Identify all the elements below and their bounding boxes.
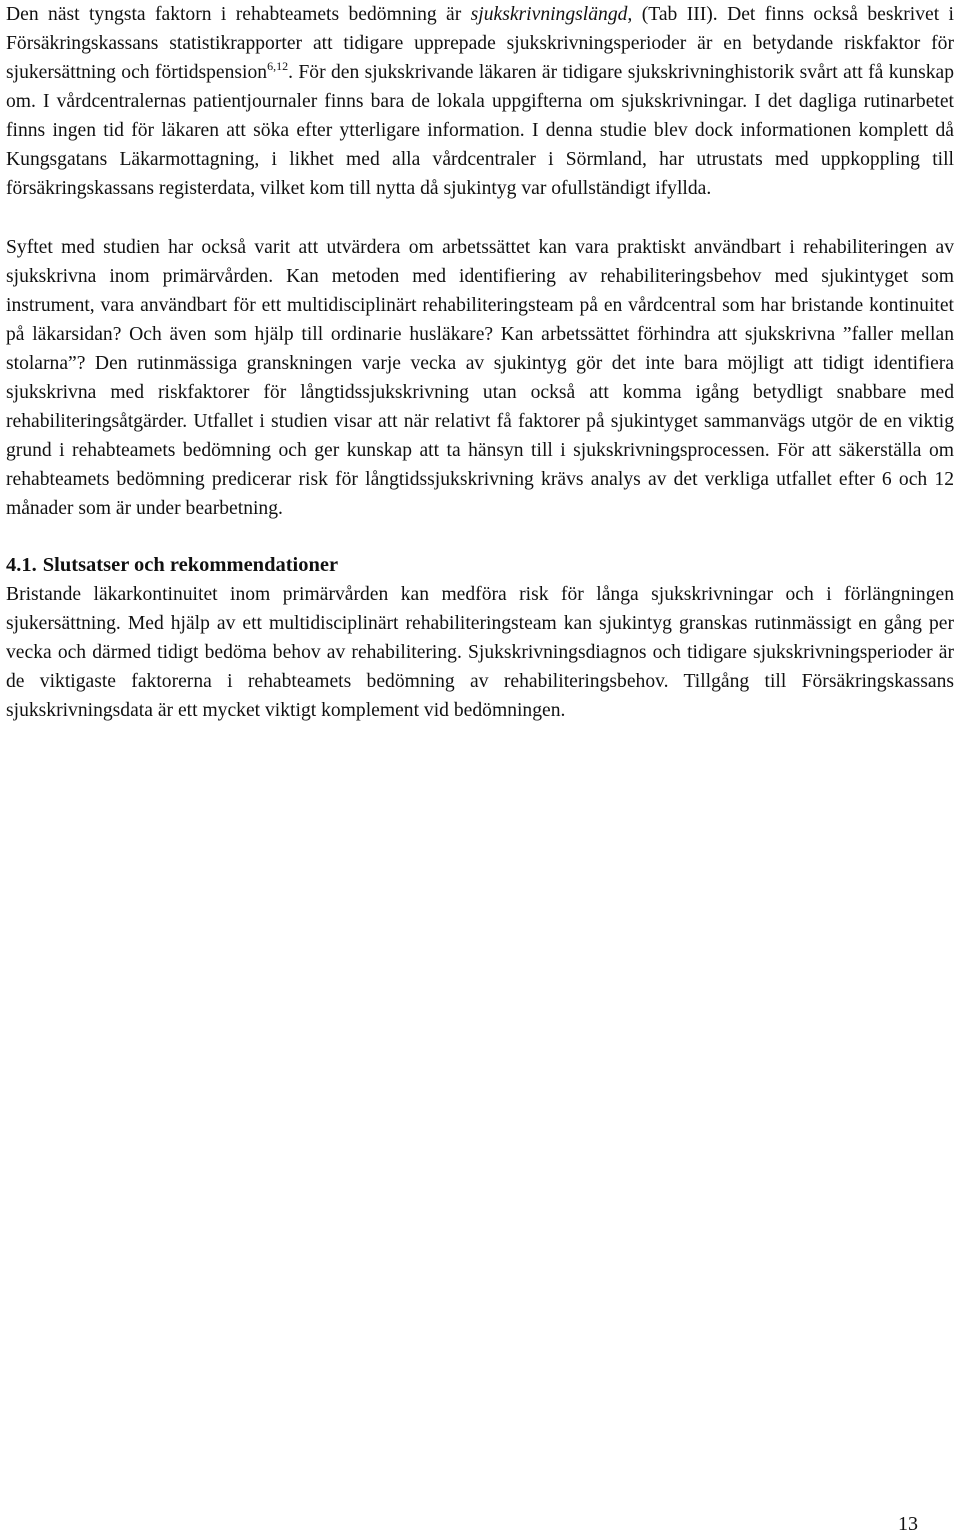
paragraph-1-text-b: (Tab III). Det finns också beskrivet i Försäkringskassans statistikrapporter att tidigare upprepade sjukskrivningsperioder är en betydande riskfaktor för sjukersättning och förtidspension xyxy=(6,4,954,83)
paragraph-3: Bristande läkarkontinuitet inom primärvården kan medföra risk för långa sjukskrivningar och i förlängningen sjukersättning. Med hjälp av ett multidisciplinärt rehabiliteringsteam kan sjukintyg granskas rutinmässigt en gång per vecka och därmed tidigt bedöma behov av rehabilitering. Sjukskrivningsdiagnos och tidigare sjukskrivningsperioder är de viktigaste faktorerna i rehabteamets bedömning av rehabiliteringsbehov. Tillgång till Försäkringskassans sjukskrivningsdata är ett mycket viktigt komplement vid bedömningen. xyxy=(6,584,954,721)
paragraph-1 xyxy=(6,0,954,203)
paragraph-1-text-c: . För den sjukskrivande läkaren är tidigare sjukskrivninghistorik svårt att få kunskap om. I vårdcentralernas patientjournaler finns bara de lokala uppgifterna om sjukskrivningar. I det dagliga rutinarbetet finns ingen tid för läkaren att söka efter ytterligare information. I denna studie blev dock informationen komplett då Kungsgatans Läkarmottagning, i likhet med alla vårdcentraler i Sörmland, har utrustats med uppkoppling till försäkringskassans registerdata, vilket kom till nytta då sjukintyg var ofullständigt ifyllda. xyxy=(6,62,954,199)
paragraph-1-text-a: Den näst tyngsta faktorn i rehabteamets bedömning är xyxy=(6,4,471,25)
section-number: 4.1. xyxy=(6,554,37,576)
document-page xyxy=(6,0,954,725)
page-number: 13 xyxy=(898,1513,918,1535)
section-title: Slutsatser och rekommendationer xyxy=(42,554,339,576)
reference-superscript: 6,12 xyxy=(267,59,289,73)
section-heading xyxy=(6,551,954,580)
paragraph-1-italic-term: sjukskrivningslängd, xyxy=(470,4,633,25)
paragraph-2: Syftet med studien har också varit att utvärdera om arbetssättet kan vara praktiskt användbart i rehabiliteringen av sjukskrivna inom primärvården. Kan metoden med identifiering av rehabiliteringsbehov med sjukintyget som instrument, vara användbart för ett multidisciplinärt rehabiliteringsteam på en vårdcentral som har bristande kontinuitet på läkarsidan? Och även som hjälp till ordinarie husläkare? Kan arbetssättet förhindra att sjukskrivna ”faller mellan stolarna”? Den rutinmässiga granskningen varje vecka av sjukintyg gör det inte bara möjligt att tidigt identifiera sjukskrivna med riskfaktorer för långtidssjukskrivning utan också att komma igång betydligt snabbare med rehabiliteringsåtgärder. Utfallet i studien visar att när relativt få faktorer på sjukintyget sammanvägs utgör de en viktig grund i rehabteamets bedömning och ger kunskap att ta hänsyn till i sjukskrivningsprocessen. För att säkerställa om rehabteamets bedömning predicerar risk för långtidssjukskrivning krävs analys av det verkliga utfallet efter 6 och 12 månader som är under bearbetning. xyxy=(6,237,954,519)
